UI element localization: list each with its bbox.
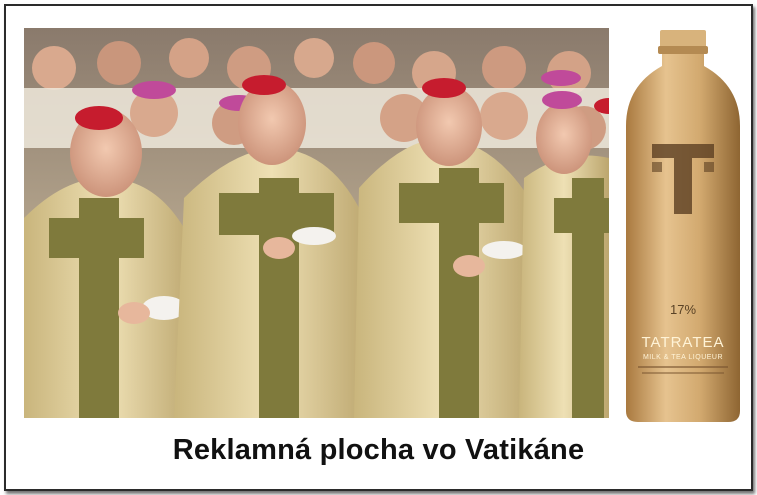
bottle-brand: TATRATEA <box>641 334 725 351</box>
tatratea-bottle <box>618 26 748 426</box>
bottle-subtitle: MILK & TEA LIQUEUR <box>642 354 724 361</box>
meme-caption: Reklamná plocha vo Vatikáne <box>172 434 585 466</box>
bottle-alcohol-percent: 17% <box>669 302 697 317</box>
cardinals-photo <box>24 28 609 418</box>
meme-frame <box>4 4 753 491</box>
